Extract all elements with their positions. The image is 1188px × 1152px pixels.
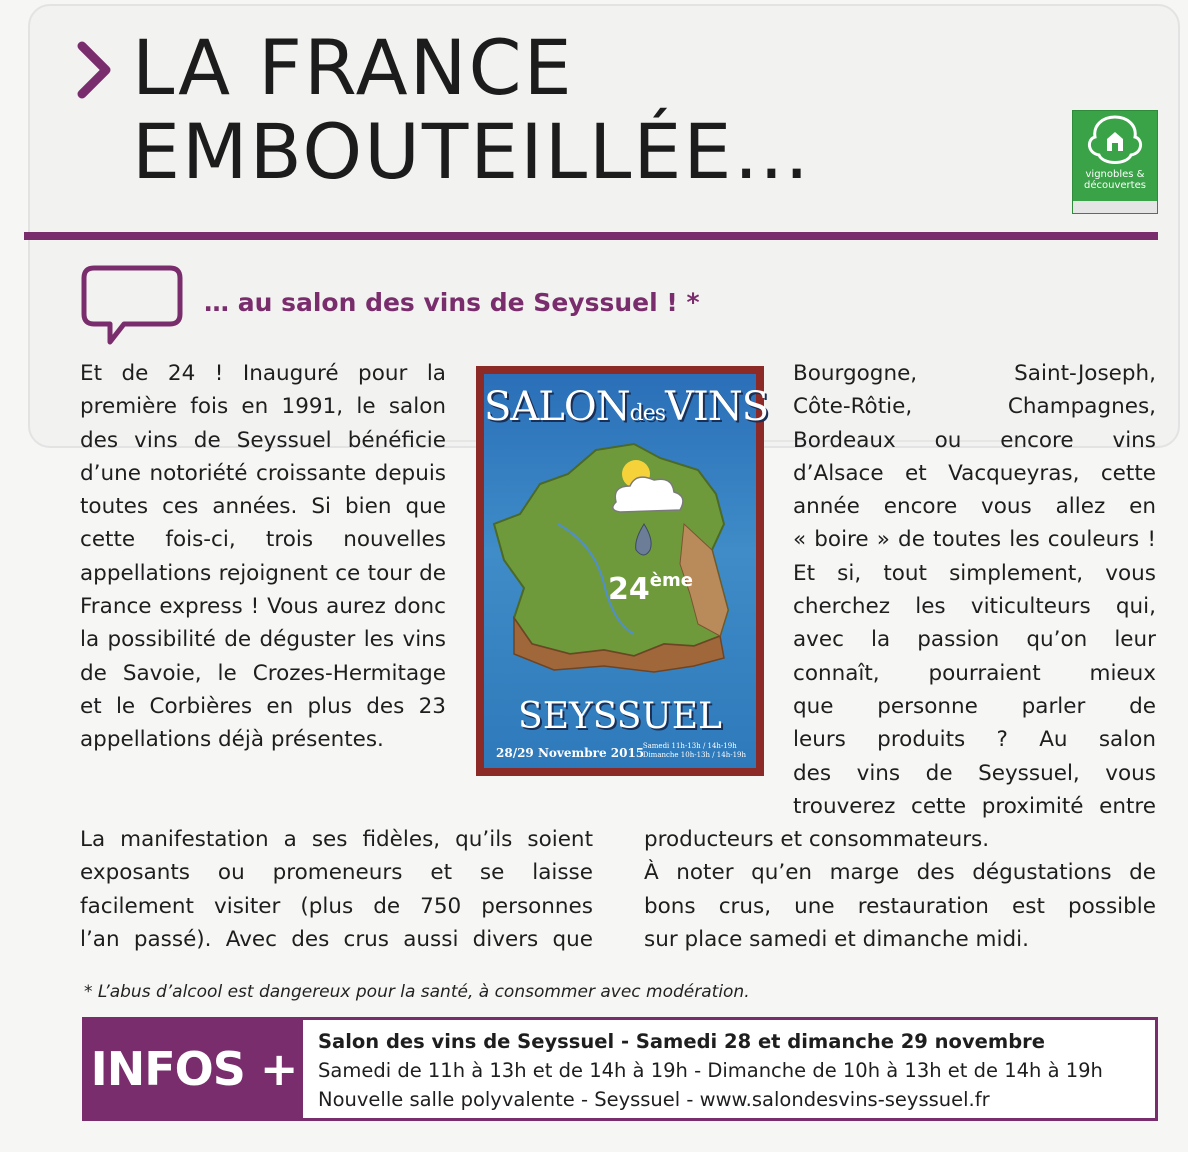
poster-image: [484, 374, 769, 768]
poster-city: SEYSSUEL: [518, 696, 722, 737]
text-line: producteurs et consommateurs.: [644, 827, 990, 852]
text-line: cherchez les viticulteurs qui,: [793, 594, 1156, 620]
text-line: Côte-Rôtie, Champagnes,: [793, 394, 1156, 420]
footnote: * L’abus d’alcool est dangereux pour la santé, à consommer avec modération.: [84, 982, 750, 1002]
article-right-column: [793, 357, 1156, 823]
title-line-2: EMBOUTEILLÉE…: [132, 107, 812, 196]
text-line: connaît, pourraient mieux: [793, 660, 1156, 686]
leaf-house-icon: [1073, 111, 1157, 171]
infos-event-line: Salon des vins de Seyssuel - Samedi 28 et dimanche 29 novembre: [318, 1030, 1045, 1053]
text-line: La manifestation a ses fidèles, qu’ils soient: [80, 827, 593, 852]
salon-poster: [476, 366, 769, 776]
text-line: l’an passé). Avec des crus aussi divers que: [80, 926, 593, 952]
text-line: exposants ou promeneurs et se laisse: [80, 860, 593, 886]
text-line: des vins de Seyssuel, vous: [793, 760, 1156, 786]
infos-box: [82, 1017, 1158, 1121]
speech-bubble-icon: [80, 264, 184, 346]
logo-text: vignobles & découvertes: [1084, 169, 1146, 191]
text-line: avec la passion qu’on leur: [793, 627, 1156, 653]
article-left-column: Et de 24 ! Inauguré pour la première fois en 1991, le salon des vins de Seyssuel bénéficie d’une notoriété croissante depuis toutes ces années. Si bien que cette fois-ci, trois nouvelles appellations rejoignent ce tour de France express ! Vous aurez donc la possibilité de déguster les vins de Savoie, le Crozes-Hermitage et le Corbières en plus des 23 appellations déjà présentes.: [80, 361, 446, 753]
text-line: facilement visiter (plus de 750 personnes: [80, 893, 593, 919]
poster-edition: 24ème: [608, 570, 693, 607]
poster-title: SALONdesVINS: [484, 384, 769, 430]
text-line: Bourgogne, Saint-Joseph,: [793, 361, 1156, 386]
text-line: année encore vous allez en: [793, 494, 1156, 520]
infos-label: INFOS +: [85, 1020, 303, 1118]
infos-hours-line: Samedi de 11h à 13h et de 14h à 19h - Dimanche de 10h à 13h et de 14h à 19h: [318, 1059, 1103, 1082]
article-right-wide: [644, 823, 1156, 956]
text-line: trouverez cette proximité entre: [793, 793, 1156, 819]
text-line: Et si, tout simplement, vous: [793, 560, 1156, 586]
header-divider: [24, 232, 1158, 240]
logo-strip: [1073, 201, 1157, 213]
infos-venue-line: Nouvelle salle polyvalente - Seyssuel - www.salondesvins-seyssuel.fr: [318, 1088, 990, 1111]
text-line: À noter qu’en marge des dégustations de: [644, 860, 1156, 886]
text-line: sur place samedi et dimanche midi.: [644, 926, 1029, 952]
poster-hours: Samedi 11h-13h / 14h-19h Dimanche 10h-13h / 14h-19h: [642, 742, 746, 759]
text-line: Bordeaux ou encore vins: [793, 427, 1156, 453]
section-subtitle: … au salon des vins de Seyssuel ! *: [204, 288, 700, 317]
text-line: « boire » de toutes les couleurs !: [793, 527, 1156, 553]
page-title: [132, 23, 812, 196]
text-line: leurs produits ? Au salon: [793, 727, 1156, 753]
article-left-wide: [80, 823, 593, 956]
vignobles-decouvertes-logo: [1072, 110, 1158, 214]
text-line: d’Alsace et Vacqueyras, cette: [793, 460, 1156, 486]
title-line-1: LA FRANCE: [132, 23, 574, 112]
text-line: que personne parler de: [793, 693, 1156, 719]
chevron-right-icon: [78, 42, 112, 98]
poster-dates: 28/29 Novembre 2015: [496, 746, 645, 760]
text-line: bons crus, une restauration est possible: [644, 893, 1156, 919]
